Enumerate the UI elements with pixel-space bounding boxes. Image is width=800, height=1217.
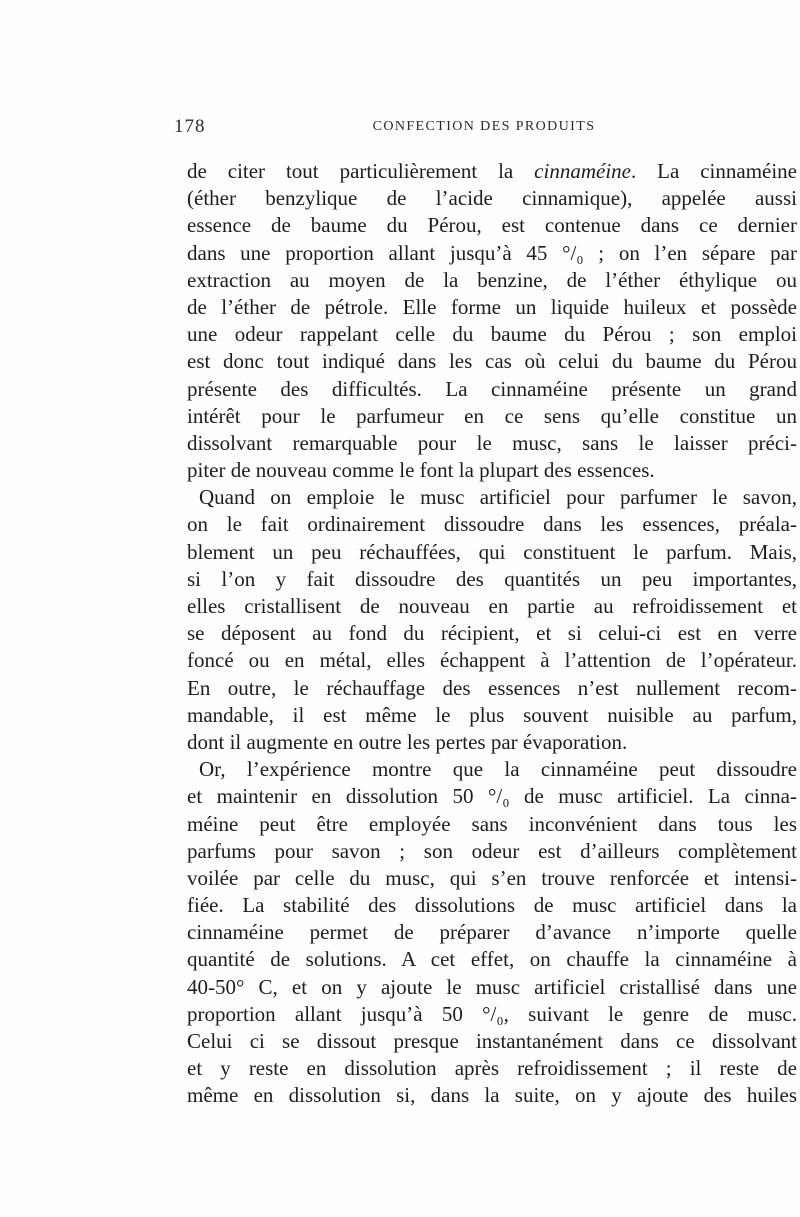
text-line-content: proportion allant jusqu’à 50 °/₀, suivant le genre de musc. xyxy=(187,1001,797,1026)
text-line-content: présente des difficultés. La cinnaméine présente un grand xyxy=(187,376,797,401)
text-line-content: Or, l’expérience montre que la cinnaméine peut dissoudre xyxy=(199,757,797,782)
text-line xyxy=(187,892,797,919)
text-line xyxy=(187,185,797,212)
text-line-content: se déposent au fond du récipient, et si celui-ci est en verre xyxy=(187,621,797,646)
body-text xyxy=(187,158,797,1110)
text-line-content: (éther benzylique de l’acide cinnamique), appelée aussi xyxy=(187,186,797,211)
text-line-content: extraction au moyen de la benzine, de l’éther éthylique ou xyxy=(187,267,797,292)
text-line xyxy=(187,756,797,783)
text-line xyxy=(187,240,797,267)
text-line-content: fiée. La stabilité des dissolutions de musc artificiel dans la xyxy=(187,893,797,918)
text-line-content: est donc tout indiqué dans les cas où celui du baume du Pérou xyxy=(187,349,797,374)
text-line-content: Quand on emploie le musc artificiel pour parfumer le savon, xyxy=(199,485,797,510)
text-line-content: foncé ou en métal, elles échappent à l’attention de l’opérateur. xyxy=(187,648,797,673)
text-line-content: et y reste en dissolution après refroidissement ; il reste de xyxy=(187,1056,797,1081)
text-line xyxy=(187,511,797,538)
page-number: 178 xyxy=(174,116,206,137)
text-line xyxy=(187,811,797,838)
text-line-content: essence de baume du Pérou, est contenue dans ce dernier xyxy=(187,213,797,238)
text-line-content: mandable, il est même le plus souvent nuisible au parfum, xyxy=(187,702,797,727)
text-line xyxy=(187,566,797,593)
text-line-content: elles cristallisent de nouveau en partie au refroidissement et xyxy=(187,594,797,618)
text-line-content: et maintenir en dissolution 50 °/₀ de musc artificiel. La cinna- xyxy=(187,784,797,809)
text-line xyxy=(187,1001,797,1028)
text-line-content: si l’on y fait dissoudre des quantités un peu importantes, xyxy=(187,566,797,591)
text-line-content: dont il augmente en outre les pertes par évaporation. xyxy=(187,729,628,754)
text-line xyxy=(187,702,797,729)
text-line-content: dissolvant remarquable pour le musc, sans le laisser préci- xyxy=(187,430,797,455)
text-line-content: blement un peu réchauffées, qui constituent le parfum. Mais, xyxy=(187,539,797,564)
text-line-content: Celui ci se dissout presque instantanément dans ce dissolvant xyxy=(187,1029,797,1053)
page-header xyxy=(174,116,794,142)
text-line xyxy=(187,620,797,647)
text-line xyxy=(187,539,797,566)
text-line-content: cinnaméine permet de préparer d’avance n’importe quelle xyxy=(187,920,797,945)
text-line-content: de l’éther de pétrole. Elle forme un liquide huileux et possède xyxy=(187,294,797,319)
text-line-content: une odeur rappelant celle du baume du Pérou ; son emploi xyxy=(187,322,797,347)
text-line-content: même en dissolution si, dans la suite, on y ajoute des huiles xyxy=(187,1083,797,1108)
text-line-content: intérêt pour le parfumeur en ce sens qu’elle constitue un xyxy=(187,403,797,428)
text-line xyxy=(187,647,797,674)
text-line xyxy=(187,729,797,756)
text-line xyxy=(187,294,797,321)
text-line xyxy=(187,675,797,702)
text-line xyxy=(187,403,797,430)
text-line-content: on le fait ordinairement dissoudre dans les essences, préala- xyxy=(187,512,797,537)
text-line xyxy=(187,919,797,946)
text-line xyxy=(187,430,797,457)
text-line xyxy=(187,376,797,403)
text-line-content: En outre, le réchauffage des essences n’est nullement recom- xyxy=(187,675,797,700)
text-line xyxy=(187,321,797,348)
text-line-content: méine peut être employée sans inconvénient dans tous les xyxy=(187,811,797,836)
text-line-content: de citer tout particulièrement la xyxy=(187,159,535,183)
text-line xyxy=(187,1082,797,1109)
text-line xyxy=(187,348,797,375)
text-line xyxy=(187,484,797,511)
text-line xyxy=(187,974,797,1001)
text-line xyxy=(187,212,797,239)
emphasized-term: cinnaméine xyxy=(534,159,631,183)
text-line xyxy=(187,838,797,865)
text-line xyxy=(187,865,797,892)
text-line-content: piter de nouveau comme le font la plupart des essences. xyxy=(187,458,655,483)
text-line-content: dans une proportion allant jusqu’à 45 °/₀ ; on l’en sépare par xyxy=(187,240,797,265)
running-head: CONFECTION DES PRODUITS xyxy=(372,119,596,134)
text-line xyxy=(187,158,797,185)
text-line-content: voilée par celle du musc, qui s’en trouve renforcée et intensi- xyxy=(187,865,797,890)
text-line xyxy=(187,1055,797,1082)
text-line xyxy=(187,457,797,484)
text-line-content: parfums pour savon ; son odeur est d’ailleurs complètement xyxy=(187,838,797,863)
text-line-content: 40-50° C, et on y ajoute le musc artificiel cristallisé dans une xyxy=(187,974,797,999)
text-line xyxy=(187,783,797,810)
text-line xyxy=(187,1028,797,1055)
text-line xyxy=(187,946,797,973)
text-line xyxy=(187,593,797,620)
text-line-content: quantité de solutions. A cet effet, on chauffe la cinnaméine à xyxy=(187,947,797,972)
text-line-continuation: . La cinnaméine xyxy=(630,159,797,183)
text-line xyxy=(187,267,797,294)
